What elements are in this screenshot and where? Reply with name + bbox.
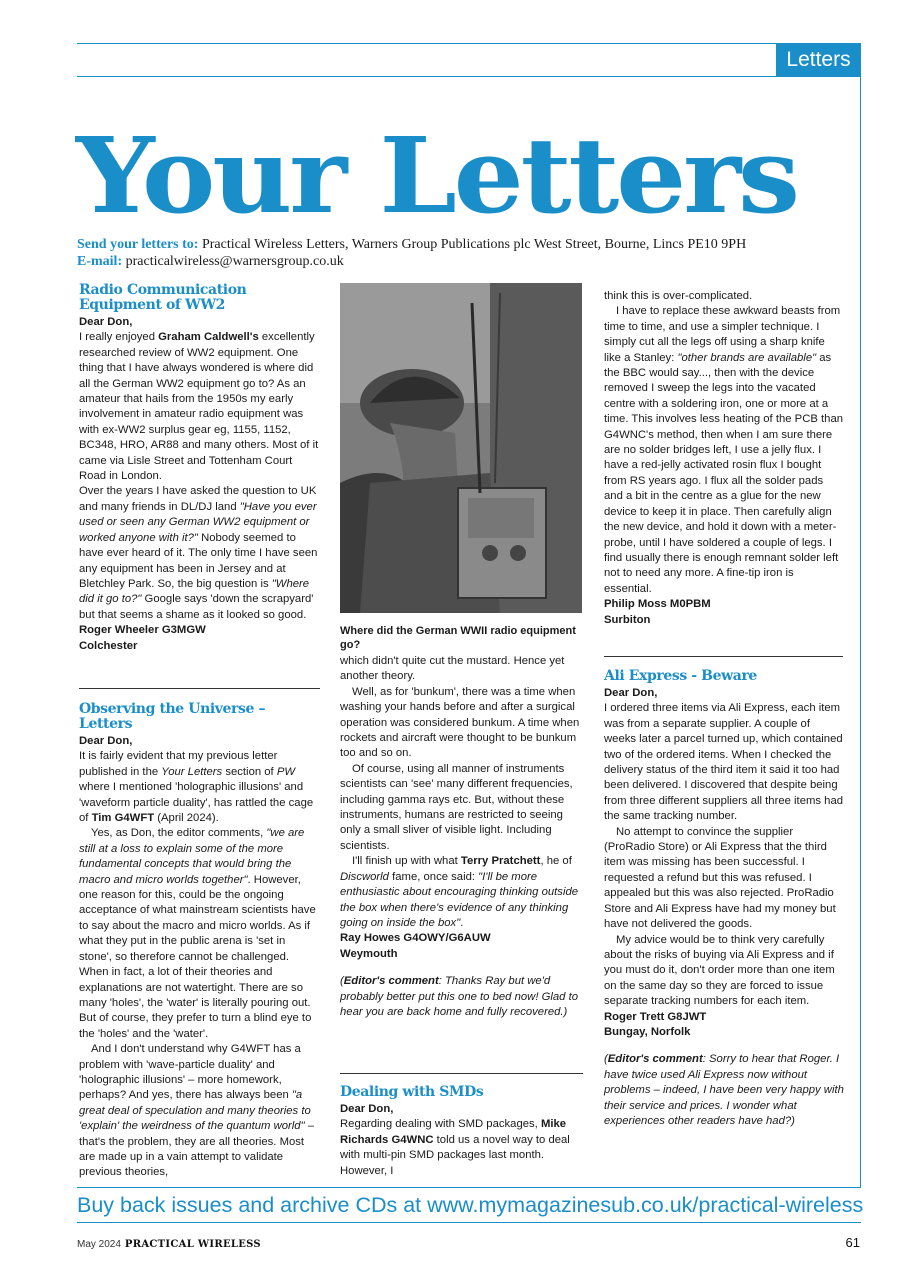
letter-title: Ali Express - Beware — [604, 668, 757, 684]
paragraph: Regarding dealing with SMD packages, Mike Richards G4WNC told us a novel way to deal with multi-pin SMD packages last month. However, I — [340, 1118, 570, 1177]
signature-name: Roger Wheeler G3MGW — [79, 624, 206, 637]
letter-observing-universe — [79, 702, 320, 1181]
greeting: Dear Don, — [79, 735, 133, 747]
footer-rule-bottom — [77, 1222, 861, 1223]
greeting: Dear Don, — [604, 687, 658, 699]
letter-radio-comms — [79, 283, 319, 654]
editor-comment: (Editor's comment: Sorry to hear that Roger. I have twice used Ali Express now without problems – indeed, I have been very happy with their service and prices. I wonder what experiences other readers have had?) — [604, 1053, 844, 1127]
section-tab: Letters — [776, 44, 861, 76]
paragraph: Over the years I have asked the question to UK and many friends in DL/DJ land "Have you ever used or seen any German WW2 equipment or worked anyone with it?" Nobody seemed to have ever heard of it. The only time I have seen any equipment has been in Jersey and at Bletchley Park. So, the big question is "Where did it go to?" Google says 'down the scrapyard' but that seems a shame as it looked so good. — [79, 485, 318, 621]
paragraph: I really enjoyed Graham Caldwell's excellently researched review of WW2 equipment. One thing that I have always wondered is where did all the German WW2 equipment go to? As an amateur that hails from the 1950s my early involvement in amateur radio equipment was with ex-WW2 surplus gear eg, 1155, 1152, BC348, HRO, AR88 and many others. Most of it came via Lisle Street and Tottenham Court Road in London. — [79, 331, 319, 483]
signature-location: Colchester — [79, 639, 138, 652]
photo-caption: Where did the German WWII radio equipment go? — [340, 625, 576, 651]
photo-illustration — [340, 283, 582, 613]
send-label: Send your letters to: — [77, 237, 199, 252]
header-rule — [77, 76, 861, 77]
paragraph: I'll finish up with what Terry Pratchett, he of Discworld fame, once said: "I'll be more enthusiastic about encouraging thinking outside the box when there's evidence of any thinking going on inside the box". — [340, 855, 579, 929]
paragraph: It is fairly evident that my previous letter published in the Your Letters section of PW where I mentioned 'holographic illusions' and 'waveform particle duality', has rattled the cage of Tim G4WFT (April 2024). — [79, 750, 314, 825]
issue-date: May 2024 — [77, 1239, 121, 1250]
signature-name: Roger Trett G8JWT — [604, 1010, 707, 1023]
page-title: Your Letters — [76, 114, 797, 237]
greeting: Dear Don, — [340, 1103, 394, 1115]
letter-observing-universe-continued — [340, 654, 585, 1020]
letter-dealing-smds-continued — [604, 289, 844, 628]
signature-location: Bungay, Norfolk — [604, 1025, 691, 1038]
paragraph: My advice would be to think very carefully about the risks of buying via Ali Express and if you must do it, don't order more than one item on the same day so they are forced to issue separate tracking numbers for each item. — [604, 933, 835, 1008]
letter-title: Dealing with SMDs — [340, 1084, 484, 1100]
letter-title: Observing the Universe – Letters — [79, 701, 266, 732]
letter-ali-express — [604, 669, 844, 1129]
editor-comment: (Editor's comment: Thanks Ray but we'd probably better put this one to bed now! Glad to hear you are back home and fully recovered.) — [340, 975, 579, 1018]
paragraph: think this is over-complicated. — [604, 290, 753, 302]
paragraph: I ordered three items via Ali Express, each item was from a separate supplier. A couple of weeks later a parcel turned up, which contained two of the ordered items. When I checked the delivery status of the third item it said it too had been delivered. I discovered that despite being from three different suppliers all three items had the same tracking number. — [604, 702, 844, 823]
paragraph: Of course, using all manner of instruments scientists can 'see' many different frequencies, including gamma rays etc. But, without these instruments, humans are restricted to seeing only a small sliver of visible light. Including scientists. — [340, 762, 573, 852]
signature-location: Surbiton — [604, 613, 651, 626]
postal-address: Practical Wireless Letters, Warners Group Publications plc West Street, Bourne, Lincs PE10 9PH — [201, 237, 747, 252]
top-rule — [77, 43, 861, 44]
signature-name: Ray Howes G4OWY/G6AUW — [340, 932, 491, 945]
divider — [604, 656, 843, 657]
paragraph: Yes, as Don, the editor comments, "we are still at a loss to explain some of the more fundamental concepts that would bring the macro and micro worlds together". However, one reason for this, could be the ongoing acceptance of what mainstream scientists have to say about the macro and micro worlds. As if what they put in the public arena is 'set in stone', so therefore cannot be challenged. When in fact, a lot of their theories and explanations are not watertight. There are so many 'holes', the 'water' is literally pouring out. But of course, they prefer to turn a blind eye to the 'holes' and the 'water'. — [79, 827, 316, 1040]
signature-location: Weymouth — [340, 947, 398, 960]
folio — [77, 1238, 261, 1252]
paragraph: I have to replace these awkward beasts from time to time, and use a simpler technique. I simply cut all the legs off using a sharp knife like a Stanley: "other brands are available" as the BBC would say..., then with the device removed I sweep the legs into the vacated centre with a soldering iron, one or more at a time. This involves less heating of the PCB than G4WNC's method, then when I am sure there are no solder bridges left, I use a jelly flux. I have a red-jelly activated rosin flux I bought from RS years ago. I flux all the solder pads and a bit in the centre as a glue for the new device to keep it in place. Then carefully align the new device, and hold it down with a meter-probe, until I have soldered a couple of legs. I find usually there is enough remnant solder left not to need any more. A fine-tip iron is essential. — [604, 305, 844, 595]
paragraph: Well, as for 'bunkum', there was a time when washing your hands before and after a surgical operation was considered bunkum. A time when rockets and aircraft were thought to be bunkum too and so on. — [340, 685, 580, 760]
back-issues-link[interactable]: Buy back issues and archive CDs at www.mymagazinesub.co.uk/practical-wireless — [77, 1193, 864, 1217]
page-number: 61 — [845, 1235, 860, 1250]
submission-info — [77, 236, 867, 270]
soldier-radio-photo — [340, 283, 582, 613]
email-label: E-mail: — [77, 254, 123, 269]
paragraph: which didn't quite cut the mustard. Hence yet another theory. — [340, 655, 565, 683]
greeting: Dear Don, — [79, 316, 133, 328]
letter-title: Radio Communication Equipment of WW2 — [79, 282, 247, 313]
letter-dealing-smds — [340, 1085, 585, 1179]
paragraph: And I don't understand why G4WFT has a problem with 'wave-particle duality' and 'holographic illusions' – more homework, perhaps? And yes, there has always been "a great deal of speculation and many theories to 'explain' the weirdness of the quantum world" – that's the problem, they are all theories. Most are made up in a vain attempt to validate previous theories, — [79, 1043, 315, 1179]
signature-name: Philip Moss M0PBM — [604, 598, 711, 611]
paragraph: No attempt to convince the supplier (ProRadio Store) or Ali Express that the third item was missing has been successful. I requested a refund but this was refused. I appealed but this was also rejected. ProRadio Store and Ali Express have had my money but have not delivered the goods. — [604, 825, 836, 931]
divider — [79, 688, 320, 689]
email-address[interactable]: practicalwireless@warnersgroup.co.uk — [125, 254, 344, 269]
divider — [340, 1073, 583, 1074]
magazine-name: PRACTICAL WIRELESS — [124, 1239, 261, 1250]
